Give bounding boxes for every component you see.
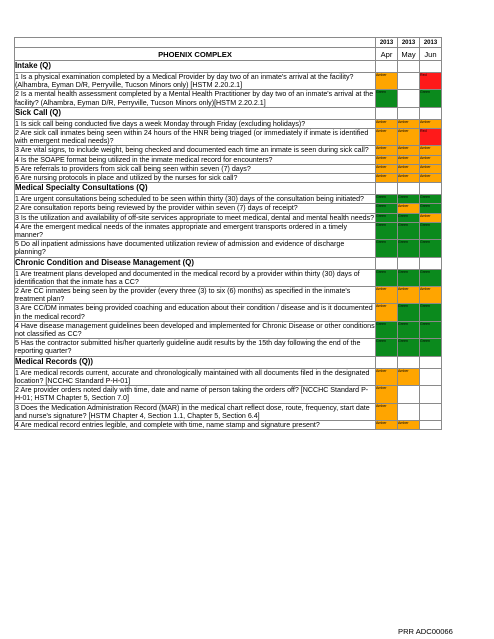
status-label: Green xyxy=(420,321,430,326)
status-cell xyxy=(420,304,442,321)
question-row xyxy=(15,129,442,146)
section-title: Chronic Condition and Disease Management (Q) xyxy=(15,257,376,269)
section-status-empty xyxy=(420,356,442,368)
section-title: Intake (Q) xyxy=(15,61,376,73)
status-cell xyxy=(398,164,420,173)
section-title: Medical Records (Q)) xyxy=(15,356,376,368)
question-row xyxy=(15,213,442,222)
status-label: Green xyxy=(420,304,430,309)
section-header-row xyxy=(15,61,442,73)
status-cell xyxy=(376,420,398,429)
status-label: Amber xyxy=(420,164,431,169)
question-text: 1 Are treatment plans developed and documented in the medical record by a provider within thirty (30) days of identification that the inmate has a CC? xyxy=(15,269,376,286)
question-text: 4 Is the SOAPE format being utilized in the inmate medical record for encounters? xyxy=(15,155,376,164)
question-row xyxy=(15,269,442,286)
status-label: Amber xyxy=(376,368,387,373)
status-label: Amber xyxy=(398,155,409,160)
status-label: Amber xyxy=(398,129,409,134)
status-label: Amber xyxy=(420,155,431,160)
question-row xyxy=(15,155,442,164)
status-label: Green xyxy=(376,90,386,95)
status-label: Amber xyxy=(376,155,387,160)
section-status-empty xyxy=(398,183,420,195)
section-status-empty xyxy=(420,257,442,269)
question-text: 4 Are the emergent medical needs of the inmates appropriate and emergent transports ordered in a timely manner? xyxy=(15,222,376,239)
question-text: 3 Does the Medication Administration Record (MAR) in the medical chart reflect dose, route, frequency, start date and nurse's signature? [HSTM Chapter 4, Section 1.1, Chapter 5, Section 6.4] xyxy=(15,403,376,420)
status-cell xyxy=(376,222,398,239)
status-label: Red xyxy=(420,129,427,134)
status-cell xyxy=(420,174,442,183)
status-label: Green xyxy=(398,240,408,245)
section-status-empty xyxy=(398,356,420,368)
status-label: Green xyxy=(376,222,386,227)
status-cell xyxy=(420,321,442,338)
year-header-may: 2013 xyxy=(398,38,420,48)
compliance-table xyxy=(14,37,442,430)
question-text: 1 Is a physical examination completed by a Medical Provider by day two of an inmate's arrival at the facility? (Alhambra, Eyman D/R, Perryville, Tucson Minors only) [HSTM 2.20.2.1] xyxy=(15,73,376,90)
status-cell xyxy=(398,368,420,385)
status-cell xyxy=(376,403,398,420)
status-label: Amber xyxy=(420,287,431,292)
section-status-empty xyxy=(420,183,442,195)
status-cell xyxy=(420,368,442,385)
question-row xyxy=(15,321,442,338)
status-cell xyxy=(398,213,420,222)
status-cell xyxy=(376,119,398,128)
status-cell xyxy=(420,213,442,222)
status-cell xyxy=(420,73,442,90)
status-label: Amber xyxy=(376,403,387,408)
status-label: Amber xyxy=(376,174,387,179)
status-cell xyxy=(398,321,420,338)
question-row xyxy=(15,204,442,213)
status-label: Amber xyxy=(398,164,409,169)
status-label: Amber xyxy=(398,368,409,373)
status-cell xyxy=(420,155,442,164)
status-label: Green xyxy=(420,204,430,209)
status-label: Green xyxy=(376,269,386,274)
status-label: Green xyxy=(376,339,386,344)
status-cell xyxy=(398,90,420,107)
question-row xyxy=(15,368,442,385)
status-cell xyxy=(376,195,398,204)
status-label: Amber xyxy=(398,287,409,292)
status-label: Red xyxy=(420,73,427,77)
question-row xyxy=(15,146,442,155)
status-cell xyxy=(376,155,398,164)
question-text: 3 Are CC/DM inmates being provided coaching and education about their condition / disease and is it documented in the medical record? xyxy=(15,304,376,321)
question-text: 3 Are vital signs, to include weight, being checked and documented each time an inmate is seen during sick call? xyxy=(15,146,376,155)
status-cell xyxy=(420,222,442,239)
status-cell xyxy=(398,269,420,286)
page-title: PHOENIX COMPLEX xyxy=(15,48,376,61)
status-cell xyxy=(398,304,420,321)
status-cell xyxy=(420,204,442,213)
section-header-row xyxy=(15,257,442,269)
status-label: Green xyxy=(398,321,408,326)
month-header-jun: Jun xyxy=(420,48,442,61)
status-cell xyxy=(376,339,398,356)
year-header-apr: 2013 xyxy=(376,38,398,48)
status-label: Green xyxy=(376,204,386,209)
status-label: Green xyxy=(420,240,430,245)
status-label: Amber xyxy=(398,204,409,209)
status-cell xyxy=(398,403,420,420)
status-cell xyxy=(420,195,442,204)
section-status-empty xyxy=(398,61,420,73)
status-label: Green xyxy=(398,213,408,218)
status-label: Amber xyxy=(376,386,387,391)
status-cell xyxy=(398,146,420,155)
question-text: 2 Are provider orders noted daily with time, date and name of person taking the orders off? [NCCHC Standard P-H-01; HSTM Chapter 5, Section 7.0] xyxy=(15,386,376,403)
question-text: 2 Are consultation reports being reviewed by the provider within seven (7) days of receipt? xyxy=(15,204,376,213)
status-label: Amber xyxy=(376,146,387,151)
year-header-jun: 2013 xyxy=(420,38,442,48)
question-row xyxy=(15,90,442,107)
question-text: 5 Are referrals to providers from sick call being seen within seven (7) days? xyxy=(15,164,376,173)
status-label: Amber xyxy=(398,174,409,179)
status-label: Amber xyxy=(376,304,387,309)
status-label: Amber xyxy=(398,146,409,151)
status-label: Green xyxy=(376,213,386,218)
section-status-empty xyxy=(376,183,398,195)
status-label: Green xyxy=(420,269,430,274)
status-cell xyxy=(376,304,398,321)
question-text: 1 Are urgent consultations being scheduled to be seen within thirty (30) days of the consultation being initiated? xyxy=(15,195,376,204)
status-label: Green xyxy=(398,304,408,309)
status-cell xyxy=(398,155,420,164)
status-label: Green xyxy=(398,222,408,227)
status-label: Amber xyxy=(376,164,387,169)
status-cell xyxy=(398,129,420,146)
question-row xyxy=(15,339,442,356)
question-row xyxy=(15,287,442,304)
status-cell xyxy=(420,164,442,173)
question-row xyxy=(15,240,442,257)
status-cell xyxy=(398,287,420,304)
status-cell xyxy=(376,213,398,222)
status-cell xyxy=(398,420,420,429)
status-cell xyxy=(398,339,420,356)
status-cell xyxy=(398,222,420,239)
status-cell xyxy=(420,420,442,429)
status-cell xyxy=(398,174,420,183)
status-label: Amber xyxy=(376,73,387,77)
status-cell xyxy=(398,73,420,90)
month-header-apr: Apr xyxy=(376,48,398,61)
status-cell xyxy=(420,90,442,107)
status-label: Green xyxy=(376,195,386,200)
status-cell xyxy=(398,240,420,257)
status-label: Amber xyxy=(420,119,431,124)
status-label: Green xyxy=(398,269,408,274)
question-text: 2 Is a mental health assessment completed by a Mental Health Practitioner by day two of an inmate's arrival at the facility? (Alhambra, Eyman D/R, Perryville, Tucson Minors only)[HSTM 2.20.2.1] xyxy=(15,90,376,107)
status-cell xyxy=(398,119,420,128)
question-text: 5 Do all inpatient admissions have documented utilization review of admission and evidence of discharge planning? xyxy=(15,240,376,257)
question-row xyxy=(15,304,442,321)
status-cell xyxy=(376,174,398,183)
status-label: Amber xyxy=(398,420,409,425)
question-row xyxy=(15,164,442,173)
status-cell xyxy=(376,164,398,173)
status-cell xyxy=(376,240,398,257)
question-text: 2 Are sick call inmates being seen within 24 hours of the HNR being triaged (or immediately if inmate is identified with emergent medical needs)? xyxy=(15,129,376,146)
question-row xyxy=(15,222,442,239)
section-status-empty xyxy=(376,61,398,73)
status-label: Green xyxy=(420,222,430,227)
question-text: 1 Are medical records current, accurate and chronologically maintained with all documents filed in the designated location? [NCCHC Standard P-H-01] xyxy=(15,368,376,385)
status-cell xyxy=(398,195,420,204)
question-text: 1 Is sick call being conducted five days a week Monday through Friday (excluding holidays)? xyxy=(15,119,376,128)
status-label: Amber xyxy=(376,287,387,292)
status-cell xyxy=(376,287,398,304)
status-label: Green xyxy=(376,240,386,245)
status-label: Amber xyxy=(420,174,431,179)
status-label: Amber xyxy=(420,213,431,218)
question-text: 3 Is the utilization and availability of off-site services appropriate to meet medical, dental and mental health needs? xyxy=(15,213,375,222)
question-row xyxy=(15,386,442,403)
section-title: Medical Specialty Consultations (Q) xyxy=(15,183,376,195)
status-label: Green xyxy=(398,339,408,344)
section-status-empty xyxy=(420,61,442,73)
section-status-empty xyxy=(376,107,398,119)
question-text: 2 Are CC inmates being seen by the provider (every three (3) to six (6) months) as specified in the inmate's treatment plan? xyxy=(15,287,376,304)
status-cell xyxy=(376,90,398,107)
status-label: Amber xyxy=(398,119,409,124)
status-cell xyxy=(420,119,442,128)
question-text: 6 Are nursing protocols in place and utilized by the nurses for sick call? xyxy=(15,174,376,183)
section-status-empty xyxy=(376,356,398,368)
document-id: PRR ADC00066 xyxy=(398,627,453,636)
status-label: Amber xyxy=(376,129,387,134)
status-cell xyxy=(420,339,442,356)
status-label: Green xyxy=(398,195,408,200)
question-row xyxy=(15,73,442,90)
status-cell xyxy=(376,146,398,155)
status-cell xyxy=(420,240,442,257)
year-header-row xyxy=(15,38,442,48)
status-cell xyxy=(376,368,398,385)
question-text: 4 Have disease management guidelines been developed and implemented for Chronic Disease or other conditions not classified as CC? xyxy=(15,321,375,339)
status-cell xyxy=(376,269,398,286)
question-row xyxy=(15,119,442,128)
section-status-empty xyxy=(398,107,420,119)
status-cell xyxy=(420,287,442,304)
status-label: Amber xyxy=(376,420,387,425)
status-cell xyxy=(398,386,420,403)
section-title: Sick Call (Q) xyxy=(15,107,376,119)
section-status-empty xyxy=(420,107,442,119)
status-label: Amber xyxy=(420,146,431,151)
month-header-may: May xyxy=(398,48,420,61)
section-status-empty xyxy=(376,257,398,269)
status-cell xyxy=(420,403,442,420)
section-header-row xyxy=(15,183,442,195)
status-cell xyxy=(420,386,442,403)
question-row xyxy=(15,195,442,204)
status-cell xyxy=(376,129,398,146)
status-cell xyxy=(420,129,442,146)
section-header-row xyxy=(15,107,442,119)
question-text: 5 Has the contractor submitted his/her quarterly guideline audit results by the 15th day following the end of the reporting quarter? xyxy=(15,339,376,356)
status-label: Green xyxy=(420,339,430,344)
status-cell xyxy=(376,386,398,403)
status-label: Amber xyxy=(376,119,387,124)
question-text: 4 Are medical record entries legible, and complete with time, name stamp and signature present? xyxy=(15,420,376,429)
section-header-row xyxy=(15,356,442,368)
status-label: Green xyxy=(420,195,430,200)
status-cell xyxy=(420,269,442,286)
question-row xyxy=(15,420,442,429)
status-cell xyxy=(376,73,398,90)
status-label: Green xyxy=(420,90,430,95)
status-label: Green xyxy=(376,321,386,326)
question-row xyxy=(15,174,442,183)
title-row xyxy=(15,48,442,61)
section-status-empty xyxy=(398,257,420,269)
status-cell xyxy=(420,146,442,155)
status-cell xyxy=(376,204,398,213)
status-cell xyxy=(376,321,398,338)
question-row xyxy=(15,403,442,420)
status-cell xyxy=(398,204,420,213)
